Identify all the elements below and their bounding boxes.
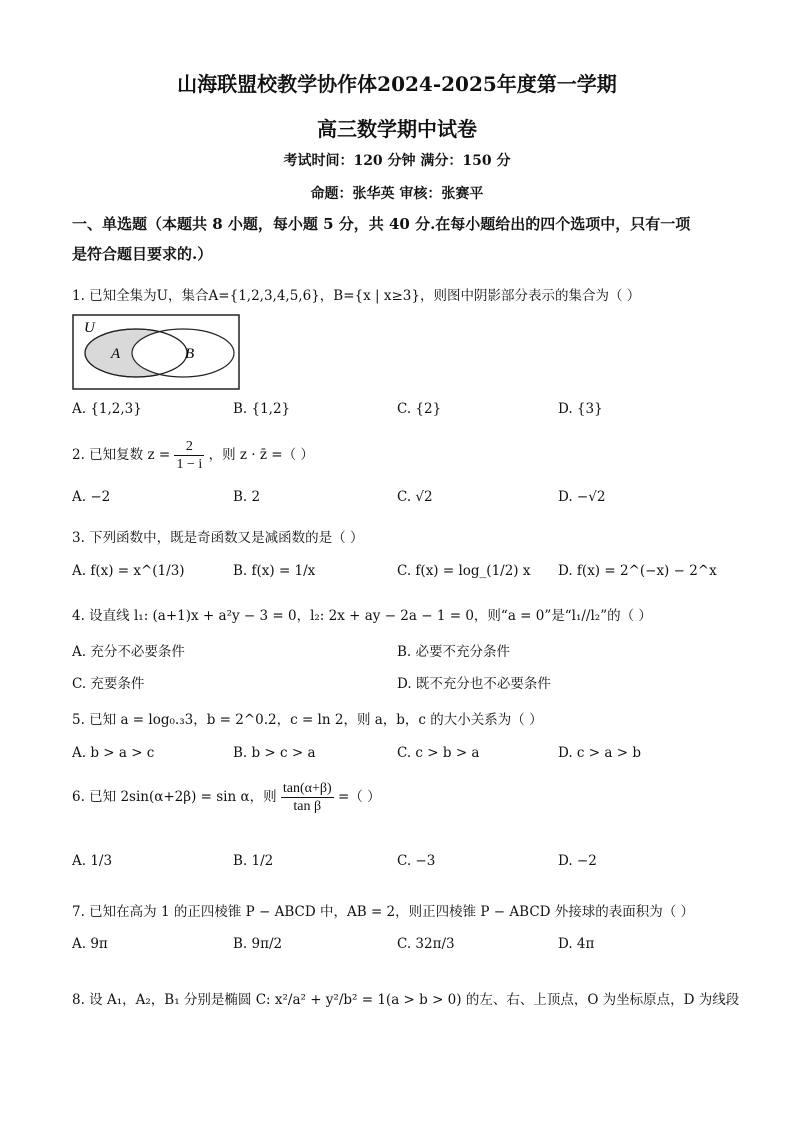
q5-option-a[interactable]: A. b > a > c [72, 745, 155, 761]
question-6-stem: 6. 已知 2sin(α+2β) = sin α，则 $\frac{\tan(\alpha+\beta)}{\text{tan β}}$ =（ ） [72, 781, 381, 814]
q2-option-c[interactable]: C. √2 [397, 489, 433, 505]
label-b: B [185, 346, 195, 362]
label-u: U [84, 320, 95, 336]
q6-option-d[interactable]: D. −2 [558, 853, 597, 869]
q2-option-d[interactable]: D. −√2 [558, 489, 606, 505]
q5-option-d[interactable]: D. c > a > b [558, 745, 641, 761]
q3-option-b[interactable]: B. f(x) = 1/x [233, 563, 316, 579]
exam-title: 山海联盟校教学协作体2024-2025年度第一学期 [177, 72, 617, 96]
question-4-stem: 4. 设直线 l₁: (a+1)x + a²y − 3 = 0，l₂: 2x + ay − 2a − 1 = 0，则“a = 0”是“l₁//l₂”的（ ） [72, 608, 652, 624]
question-2-stem: 2. 已知复数 z = $\frac{2}{1 - i}$ ，则 z · z̄ =（ ） [72, 439, 314, 472]
q7-option-d[interactable]: D. 4π [558, 936, 595, 952]
q6-option-b[interactable]: B. 1/2 [233, 853, 274, 869]
q6-option-c[interactable]: C. −3 [397, 853, 436, 869]
q2-option-b[interactable]: B. 2 [233, 489, 261, 505]
q3-option-a[interactable]: A. f(x) = x^(1/3) [72, 563, 185, 579]
q2-option-a[interactable]: A. −2 [72, 489, 111, 505]
exam-info: 考试时间：120 分钟 满分：150 分 [283, 153, 511, 169]
exam-subtitle: 高三数学期中试卷 [317, 117, 477, 141]
q5-option-b[interactable]: B. b > c > a [233, 745, 316, 761]
question-8-stem: 8. 设 A₁，A₂，B₁ 分别是椭圆 C: x²/a² + y²/b² = 1(a > b > 0) 的左、右、上顶点，O 为坐标原点，D 为线段 [72, 992, 740, 1008]
q5-option-c[interactable]: C. c > b > a [397, 745, 480, 761]
q1-option-c[interactable]: C. {2} [397, 401, 442, 417]
q4-option-b[interactable]: B. 必要不充分条件 [397, 644, 511, 660]
q4-option-a[interactable]: A. 充分不必要条件 [72, 644, 185, 660]
q7-option-a[interactable]: A. 9π [72, 936, 108, 952]
exam-authors: 命题：张华英 审核：张赛平 [310, 186, 484, 202]
q6-fraction: $\frac{\tan(\alpha+\beta)}{\text{tan β}}$ [282, 781, 332, 814]
section-heading-cont: 是符合题目要求的.） [72, 245, 213, 263]
section-heading: 一、单选题（本题共 8 小题，每小题 5 分，共 40 分.在每小题给出的四个选项中，只有一项 [72, 215, 691, 233]
question-1-stem: 1. 已知全集为U，集合A={1,2,3,4,5,6}，B={x | x≥3}，则图中阴影部分表示的集合为（ ） [72, 288, 641, 304]
q6-option-a[interactable]: A. 1/3 [72, 853, 113, 869]
q4-option-d[interactable]: D. 既不充分也不必要条件 [397, 676, 551, 692]
question-7-stem: 7. 已知在高为 1 的正四棱锥 P − ABCD 中，AB = 2，则正四棱锥 P − ABCD 外接球的表面积为（ ） [72, 904, 695, 920]
q1-option-d[interactable]: D. {3} [558, 401, 603, 417]
label-a: A [111, 346, 121, 362]
q1-option-b[interactable]: B. {1,2} [233, 401, 291, 417]
q1-option-a[interactable]: A. {1,2,3} [72, 401, 142, 417]
q3-option-d[interactable]: D. f(x) = 2^(−x) − 2^x [558, 563, 717, 579]
q2-fraction: $\frac{2}{1 - i}$ [176, 439, 203, 472]
question-3-stem: 3. 下列函数中，既是奇函数又是减函数的是（ ） [72, 530, 364, 546]
question-5-stem: 5. 已知 a = log₀.₃3，b = 2^0.2，c = ln 2，则 a，b，c 的大小关系为（ ） [72, 712, 543, 728]
q7-option-b[interactable]: B. 9π/2 [233, 936, 283, 952]
q7-option-c[interactable]: C. 32π/3 [397, 936, 455, 952]
q3-option-c[interactable]: C. f(x) = log_(1/2) x [397, 563, 531, 579]
q4-option-c[interactable]: C. 充要条件 [72, 676, 145, 692]
venn-diagram [72, 314, 240, 390]
